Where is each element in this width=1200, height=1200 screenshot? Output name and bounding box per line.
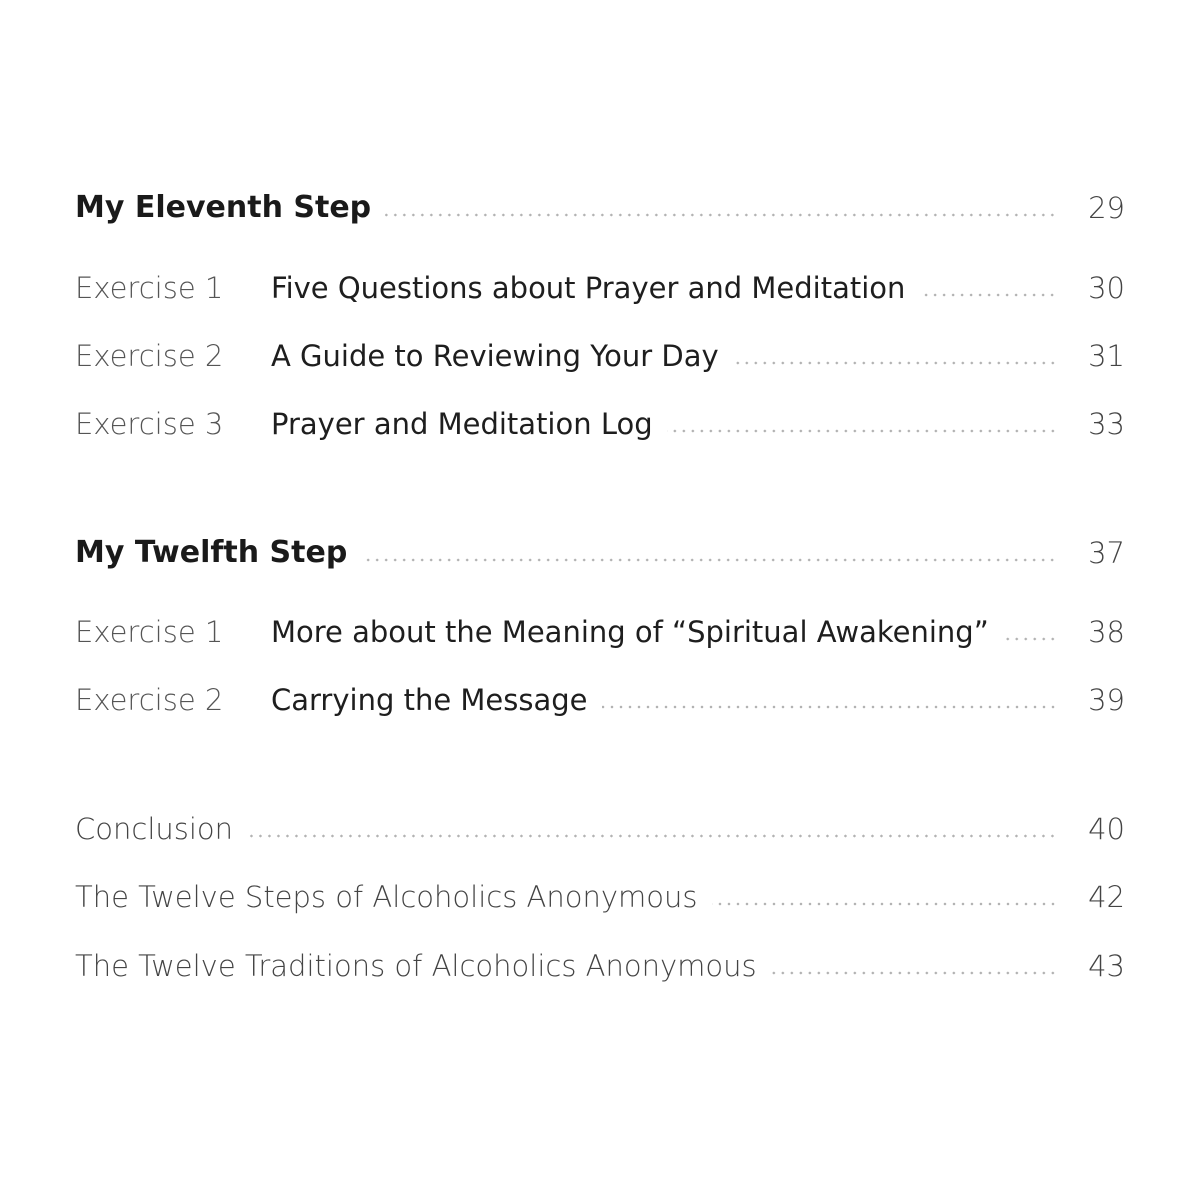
entry-title: The Twelve Traditions of Alcoholics Anonymous: [75, 949, 757, 983]
page-number: 38: [1088, 615, 1125, 649]
toc-entry-twelve-steps: [75, 875, 1125, 919]
exercise-number: Exercise 2: [75, 683, 224, 717]
dot-leader: [361, 558, 1057, 562]
page-number: 31: [1088, 339, 1125, 373]
exercise-title: Carrying the Message: [271, 683, 588, 717]
section-title: My Twelfth Step: [75, 535, 348, 570]
dot-leader: [919, 293, 1057, 297]
dot-leader: [712, 902, 1057, 906]
table-of-contents: [75, 0, 1125, 1200]
page-number: 39: [1088, 683, 1125, 717]
exercise-number: Exercise 2: [75, 339, 224, 373]
toc-entry: [75, 402, 1125, 446]
toc-entry-conclusion: [75, 807, 1125, 851]
page-number: 40: [1088, 812, 1125, 846]
toc-entry: [75, 334, 1125, 378]
page-number: 43: [1088, 949, 1125, 983]
dot-leader: [771, 971, 1057, 975]
dot-leader: [733, 361, 1057, 365]
page-number: 29: [1088, 191, 1125, 225]
dot-leader: [247, 834, 1057, 838]
toc-entry: [75, 610, 1125, 654]
toc-entry: [75, 266, 1125, 310]
exercise-number: Exercise 3: [75, 407, 224, 441]
dot-leader: [1003, 637, 1057, 641]
section-title: My Eleventh Step: [75, 190, 372, 225]
page-number: 37: [1088, 536, 1125, 570]
toc-heading-twelfth-step: [75, 531, 1125, 575]
dot-leader: [602, 705, 1058, 709]
entry-title: The Twelve Steps of Alcoholics Anonymous: [75, 880, 698, 914]
page-number: 33: [1088, 407, 1125, 441]
exercise-number: Exercise 1: [75, 271, 224, 305]
toc-heading-eleventh-step: [75, 186, 1125, 230]
entry-title: Conclusion: [75, 812, 234, 846]
exercise-number: Exercise 1: [75, 615, 224, 649]
page-number: 42: [1088, 880, 1125, 914]
toc-entry: [75, 678, 1125, 722]
dot-leader: [667, 429, 1057, 433]
page-number: 30: [1088, 271, 1125, 305]
exercise-title: Five Questions about Prayer and Meditation: [271, 271, 906, 305]
toc-entry-twelve-traditions: [75, 944, 1125, 988]
dot-leader: [385, 213, 1057, 217]
exercise-title: A Guide to Reviewing Your Day: [271, 339, 719, 373]
exercise-title: More about the Meaning of “Spiritual Awakening”: [271, 615, 989, 649]
exercise-title: Prayer and Meditation Log: [271, 407, 653, 441]
